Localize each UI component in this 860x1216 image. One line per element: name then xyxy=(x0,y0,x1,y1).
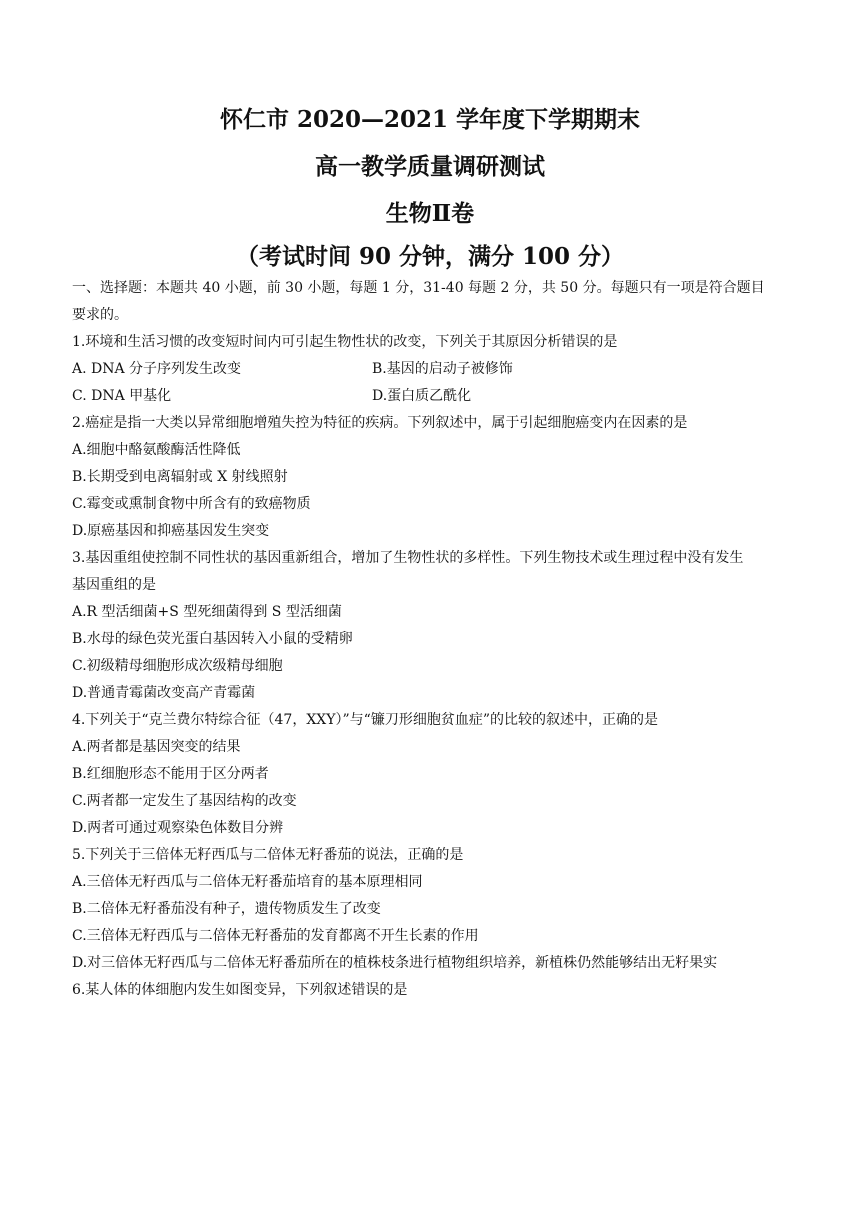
subject-title: 生物Ⅱ卷 xyxy=(385,200,475,227)
question-5-option-c: C.三倍体无籽西瓜与二倍体无籽番茄的发育都离不开生长素的作用 xyxy=(72,928,479,944)
question-2-option-b: B.长期受到电离辐射或 X 射线照射 xyxy=(72,469,288,485)
question-6-stem: 6.某人体的体细胞内发生如图变异，下列叙述错误的是 xyxy=(72,982,408,998)
question-2-option-a: A.细胞中酪氨酸酶活性降低 xyxy=(72,442,241,458)
exam-subtitle: 高一教学质量调研测试 xyxy=(315,153,545,180)
question-1-stem: 1.环境和生活习惯的改变短时间内可引起生物性状的改变，下列关于其原因分析错误的是 xyxy=(72,334,618,350)
question-2-stem: 2.癌症是指一大类以异常细胞增殖失控为特征的疾病。下列叙述中，属于引起细胞癌变内在因素的是 xyxy=(72,415,688,431)
section-instruction: 一、选择题：本题共 40 小题，前 30 小题，每题 1 分，31-40 每题 2 分，共 50 分。每题只有一项是符合题目 xyxy=(72,280,765,296)
question-2-option-d: D.原癌基因和抑癌基因发生突变 xyxy=(72,523,270,539)
question-4-option-b: B.红细胞形态不能用于区分两者 xyxy=(72,766,269,782)
question-5-option-a: A.三倍体无籽西瓜与二倍体无籽番茄培育的基本原理相同 xyxy=(72,874,423,890)
question-4-option-d: D.两者可通过观察染色体数目分辨 xyxy=(72,820,284,836)
question-4-option-a: A.两者都是基因突变的结果 xyxy=(72,739,241,755)
question-3-option-b: B.水母的绿色荧光蛋白基因转入小鼠的受精卵 xyxy=(72,631,353,647)
question-1-options-row-2 xyxy=(72,383,798,410)
question-5-stem: 5.下列关于三倍体无籽西瓜与二倍体无籽番茄的说法，正确的是 xyxy=(72,847,464,863)
question-1-option-c: C. DNA 甲基化 xyxy=(72,388,172,404)
question-1-option-b: B.基因的启动子被修饰 xyxy=(372,361,513,377)
section-instruction-cont: 要求的。 xyxy=(72,307,128,323)
question-2-option-c: C.霉变或熏制食物中所含有的致癌物质 xyxy=(72,496,311,512)
question-1-options-row-1 xyxy=(72,356,798,383)
question-3-stem-cont: 基因重组的是 xyxy=(72,577,156,593)
question-3-option-c: C.初级精母细胞形成次级精母细胞 xyxy=(72,658,283,674)
question-3-option-d: D.普通青霉菌改变高产青霉菌 xyxy=(72,685,256,701)
question-body xyxy=(72,275,798,1004)
question-5-option-b: B.二倍体无籽番茄没有种子，遗传物质发生了改变 xyxy=(72,901,381,917)
question-3-option-a: A.R 型活细菌+S 型死细菌得到 S 型活细菌 xyxy=(72,604,342,620)
question-5-option-d: D.对三倍体无籽西瓜与二倍体无籽番茄所在的植株枝条进行植物组织培养，新植株仍然能够结出无籽果实 xyxy=(72,955,718,971)
question-1-option-d: D.蛋白质乙酰化 xyxy=(372,388,472,404)
exam-time-info: （考试时间 90 分钟，满分 100 分） xyxy=(235,243,625,270)
question-4-option-c: C.两者都一定发生了基因结构的改变 xyxy=(72,793,297,809)
question-4-stem: 4.下列关于“克兰费尔特综合征（47，XXY）”与“镰刀形细胞贫血症”的比较的叙述中，正确的是 xyxy=(72,712,658,728)
exam-title: 怀仁市 2020—2021 学年度下学期期末 xyxy=(219,106,641,133)
question-3-stem: 3.基因重组使控制不同性状的基因重新组合，增加了生物性状的多样性。下列生物技术或生理过程中没有发生 xyxy=(72,550,744,566)
question-1-option-a: A. DNA 分子序列发生改变 xyxy=(72,361,242,377)
